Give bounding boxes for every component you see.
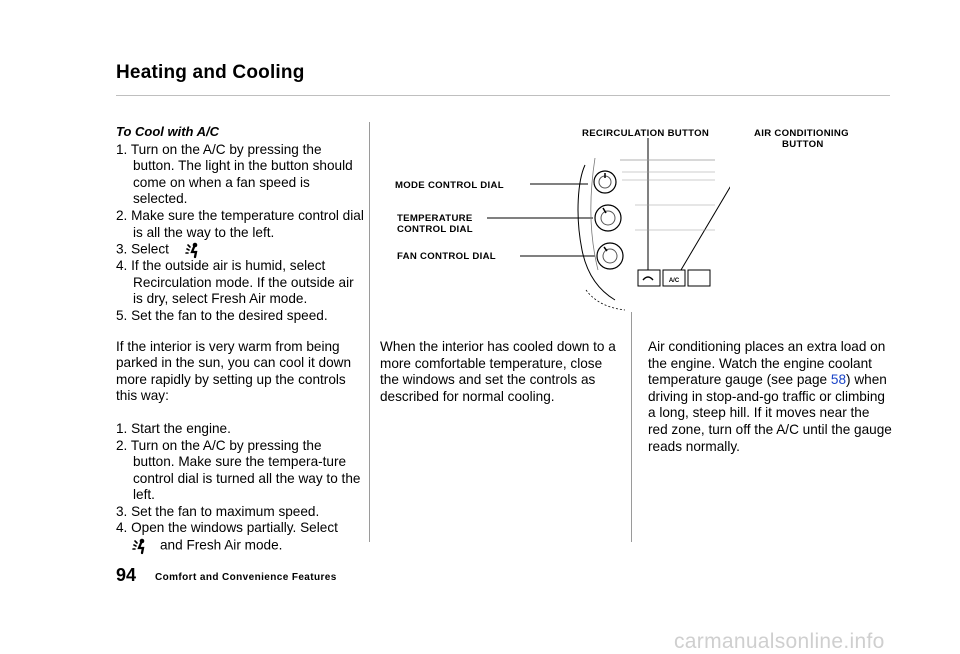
page-number: 94: [116, 565, 137, 585]
mode-control-dial-label: MODE CONTROL DIAL: [395, 180, 504, 191]
recirculation-button-label: RECIRCULATION BUTTON: [582, 128, 710, 139]
list-item: [116, 241, 364, 258]
list-item-text: 3. Select: [116, 241, 169, 257]
intro-paragraph: If the interior is very warm from being parked in the sun, you can cool it down more rapidly by setting up the controls this way:: [116, 338, 352, 404]
column-1: [116, 124, 364, 555]
list-item: 3. Set the fan to maximum speed.: [116, 503, 320, 519]
list-item: 4. If the outside air is humid, select Recirculation mode. If the outside air is dry, select Fresh Air mode.: [116, 258, 354, 307]
ac-button-text: A/C: [668, 278, 680, 284]
fan-control-dial-label: FAN CONTROL DIAL: [397, 251, 496, 262]
list-item: 2. Turn on the A/C by pressing the button. Make sure the tempera-ture control dial is turned all the way to the left.: [116, 437, 361, 503]
ac-button-label-line1: AIR CONDITIONING: [754, 128, 849, 139]
column-divider-2: [631, 312, 632, 542]
ac-button-label: [754, 128, 849, 150]
temperature-label-line2: CONTROL DIAL: [397, 224, 473, 235]
page-title: Heating and Cooling: [116, 62, 305, 83]
quick-cool-list: [116, 421, 364, 555]
header-rule: [116, 95, 890, 96]
temperature-label-line1: TEMPERATURE: [397, 213, 473, 224]
ac-button-label-line2: BUTTON: [782, 139, 824, 150]
list-item: 2. Make sure the temperature control dial is all the way to the left.: [116, 207, 364, 240]
list-item: 1. Start the engine.: [116, 420, 231, 436]
column-3-text-after: ) when driving in stop-and-go traffic or climbing a long, steep hill. If it moves near the red zone, turn off the A/C until the gauge reads normally.: [648, 372, 892, 454]
list-item: 1. Turn on the A/C by pressing the button. The light in the button should come on when a fan speed is selected.: [116, 141, 353, 207]
list-item-text: and Fresh Air mode.: [160, 537, 283, 553]
section-subtitle: To Cool with A/C: [116, 124, 220, 139]
watermark: carmanualsonline.info: [674, 630, 885, 653]
vent-mode-icon: [130, 537, 150, 555]
column-2-paragraph: When the interior has cooled down to a more comfortable temperature, close the windows and set the controls as described for normal cooling.: [380, 339, 616, 404]
vent-mode-icon: [183, 241, 203, 259]
column-3-text-before: Air conditioning places an extra load on the engine. Watch the engine coolant temperature gauge (see page: [648, 339, 886, 388]
list-item: [116, 537, 364, 555]
column-divider-1: [369, 122, 370, 542]
climate-control-panel-figure: [390, 120, 730, 315]
list-item: 4. Open the windows partially. Select: [116, 520, 338, 536]
section-footer: Comfort and Convenience Features: [155, 572, 337, 583]
list-item: 5. Set the fan to the desired speed.: [116, 307, 328, 323]
column-3-paragraph: [648, 339, 892, 455]
page-58-link[interactable]: 58: [830, 372, 847, 388]
